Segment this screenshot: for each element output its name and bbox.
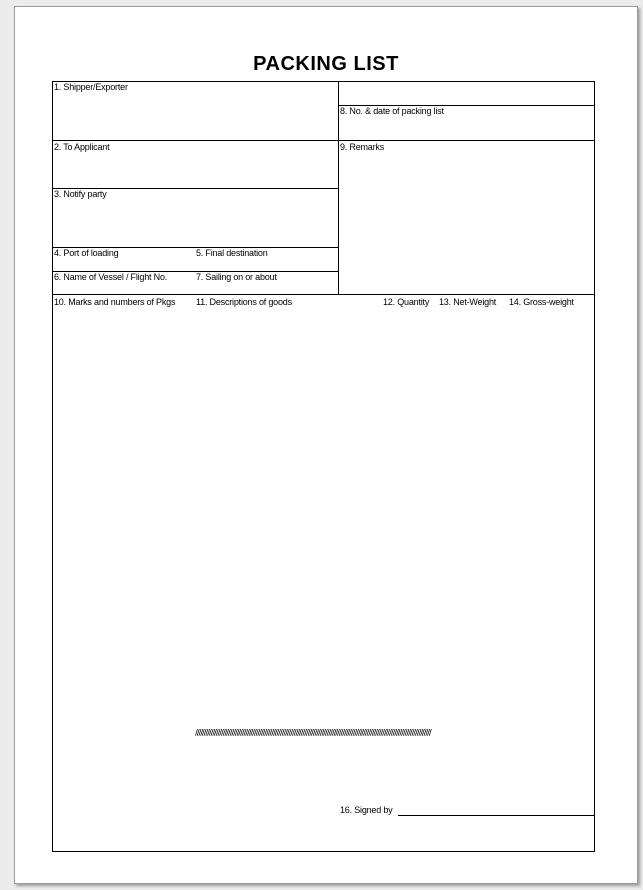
gross-weight-label: 14. Gross-weight [509,297,574,307]
document-title: PACKING LIST [253,53,399,75]
sailing-on-label: 7. Sailing on or about [196,272,277,282]
frame-bottom [52,851,595,852]
divider-goods [52,294,595,295]
frame-right [594,81,595,852]
frame-left [52,81,53,852]
goods-end-separator: //////////////////////////////////////////////////////////////////////////////////////////////////////////////////////////////////////// [195,729,431,738]
packing-list-no-date-label: 8. No. & date of packing list [340,106,444,116]
quantity-label: 12. Quantity [383,297,430,307]
shipper-exporter-label: 1. Shipper/Exporter [54,82,128,92]
net-weight-label: 13. Net-Weight [439,297,497,307]
document-page [14,6,638,884]
notify-party-label: 3. Notify party [54,189,107,199]
signed-by-label: 16. Signed by [340,805,393,815]
remarks-label: 9. Remarks [340,142,385,152]
final-destination-label: 5. Final destination [196,248,268,258]
marks-numbers-label: 10. Marks and numbers of Pkgs [54,297,176,307]
signature-line [398,815,595,816]
vessel-flight-label: 6. Name of Vessel / Flight No. [54,272,168,282]
to-applicant-label: 2. To Applicant [54,142,110,152]
descriptions-label: 11. Descriptions of goods [196,297,292,307]
port-of-loading-label: 4. Port of loading [54,248,119,258]
divider-row-2 [52,140,595,141]
frame-top [52,81,595,82]
